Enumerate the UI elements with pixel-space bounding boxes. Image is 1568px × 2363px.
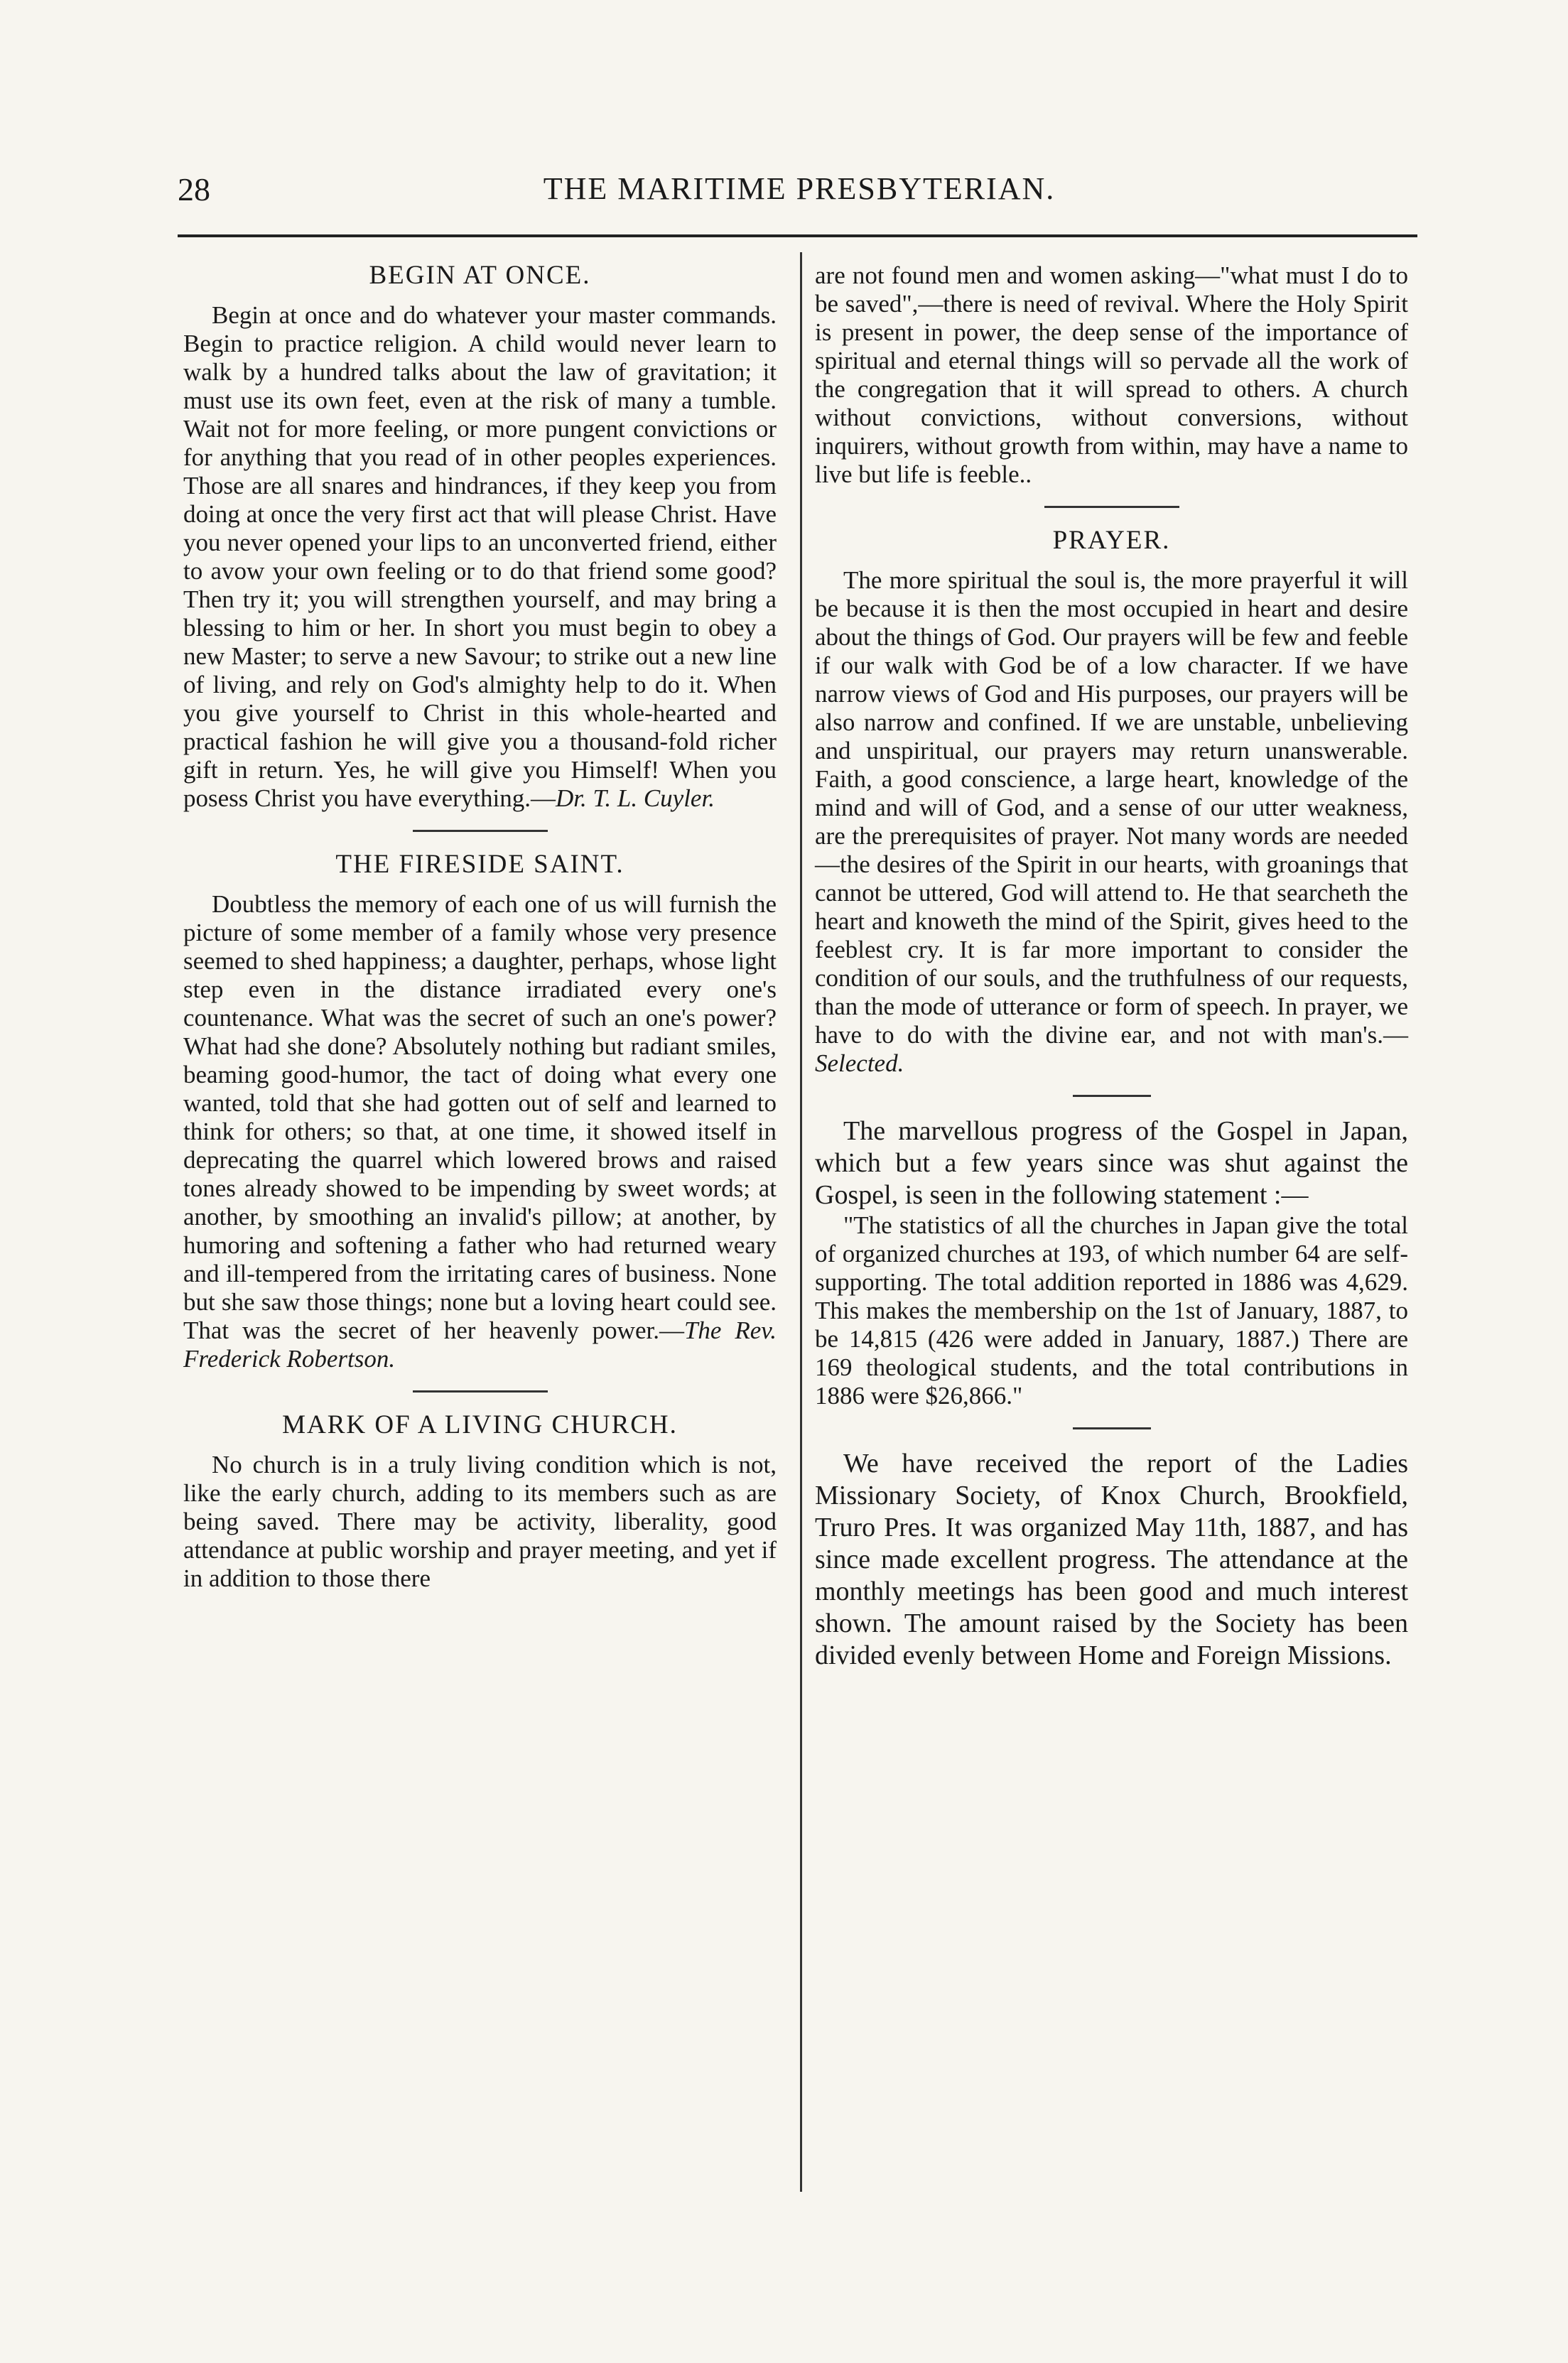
- article-text: Begin at once and do whatever your master commands. Begin to practice religion. A child would never learn to walk by a hundred talks about the law of gravitation; it must use its own feet, even at the risk of many a tumble. Wait not for more feeling, or more pungent convictions or for anything that you read of in other peoples experiences. Those are all snares and hindrances, if they keep you from doing at once the very first act that will please Christ. Have you never opened your lips to an unconverted friend, either to avow your own feeling or to do that friend some good? Then try it; you will strengthen yourself, and may bring a blessing to him or her. In short you must begin to obey a new Master; to serve a new Savour; to strike out a new line of living, and rely on God's almighty help to do it. When you give yourself to Christ in this whole-hearted and practical fashion he will give you a thousand-fold richer gift in return. Yes, he will give you Himself! When you posess Christ you have everything.—: [183, 301, 777, 812]
- article-quote: "The statistics of all the churches in Japan give the total of organized churches at 193, of which number 64 are self-supporting. The total addition reported in 1886 was 4,629. This makes the membership on the 1st of January, 1887, to be 14,815 (426 were added in January, 1887.) There are 169 theological students, and the total contributions in 1886 were $26,866.": [815, 1211, 1408, 1410]
- article-heading: THE FIRESIDE SAINT.: [335, 850, 625, 879]
- right-column: [815, 261, 1408, 1672]
- running-title: THE MARITIME PRESBYTERIAN.: [543, 171, 1056, 206]
- article-heading: BEGIN AT ONCE.: [369, 261, 591, 290]
- article-text: The more spiritual the soul is, the more prayerful it will be because it is then the most occupied in heart and desire about the things of God. Our prayers will be few and feeble if our walk with God be of a low character. If we have narrow views of God and His purposes, our prayers will be also narrow and confined. If we are unstable, unbelieving and unspiritual, our prayers may return unanswerable. Faith, a good conscience, a large heart, knowledge of the mind and will of God, and a sense of our utter weakness, are the prerequisites of prayer. Not many words are needed—the desires of the Spirit in our hearts, with groanings that cannot be uttered, God will attend to. He that searcheth the heart and knoweth the mind of the Spirit, gives heed to the feeblest cry. It is far more important to consider the condition of our souls, and the truthfulness of our requests, than the mode of utterance or form of speech. In prayer, we have to do with the divine ear, and not with man's.—: [815, 566, 1408, 1049]
- page-number: 28: [178, 171, 210, 207]
- section-divider: [413, 1390, 548, 1393]
- article-body: No church is in a truly living condition which is not, like the early church, adding to its members such as are being saved. There may be activity, liberality, good attendance at public worship and prayer meeting, and yet if in addition to those there: [183, 1451, 777, 1592]
- article-fireside-saint: [183, 850, 777, 1373]
- article-body: [183, 301, 777, 813]
- article-missionary-society: [815, 1448, 1408, 1672]
- section-divider: [1073, 1095, 1151, 1097]
- article-begin-at-once: [183, 261, 777, 813]
- article-heading: PRAYER.: [1052, 526, 1171, 555]
- header-rule: [178, 234, 1417, 237]
- article-continuation: are not found men and women asking—"what must I do to be saved",—there is need of revival. Where the Holy Spirit is present in power, the deep sense of the importance of spiritual and eternal things will so pervade all the work of the congregation that it will spread to others. A church without convictions, without conversions, without inquirers, without growth from within, may have a name to live but life is feeble..: [815, 261, 1408, 488]
- article-living-church: [183, 1411, 777, 1593]
- article-text: Doubtless the memory of each one of us will furnish the picture of some member of a family whose very presence seemed to shed happiness; a daughter, perhaps, whose light step even in the distance irradiated every one's countenance. What was the secret of such an one's power? What had she done? Absolutely nothing but radiant smiles, beaming good-humor, the tact of doing what every one wanted, told that she had gotten out of self and learned to think for others; so that, at one time, it showed itself in deprecating the quarrel which lowered brows and raised tones already showed to be impending by sweet words; at another, by smoothing an invalid's pillow; at another, by humoring and softening a father who had returned weary and ill-tempered from the irritating cares of business. None but she saw those things; none but a loving heart could see. That was the secret of her heavenly power.—: [183, 890, 777, 1344]
- article-body: [183, 890, 777, 1373]
- article-attribution: Dr. T. L. Cuyler.: [555, 784, 715, 812]
- section-divider: [1073, 1427, 1151, 1429]
- article-prayer: [815, 526, 1408, 1078]
- article-attribution: The Rev. Frederick Robertson.: [183, 1316, 777, 1373]
- article-body: [815, 566, 1408, 1078]
- column-divider: [800, 252, 802, 2192]
- section-divider: [413, 830, 548, 832]
- left-column: [183, 261, 777, 1593]
- article-japan: [815, 1115, 1408, 1211]
- article-japan-quote: [815, 1211, 1408, 1410]
- article-body: We have received the report of the Ladies Missionary Society, of Knox Church, Brookfield, Truro Pres. It was organized May 11th, 1887, and has since made excellent progress. The attendance at the monthly meetings has been good and much interest shown. The amount raised by the Society has been divided evenly between Home and Foreign Missions.: [815, 1449, 1408, 1670]
- section-divider: [1044, 506, 1179, 508]
- article-heading: MARK OF A LIVING CHURCH.: [282, 1410, 678, 1439]
- article-attribution: Selected.: [815, 1049, 904, 1077]
- page-header: [178, 171, 1421, 220]
- article-intro: The marvellous progress of the Gospel in Japan, which but a few years since was shut against the Gospel, is seen in the following statement :—: [815, 1116, 1408, 1210]
